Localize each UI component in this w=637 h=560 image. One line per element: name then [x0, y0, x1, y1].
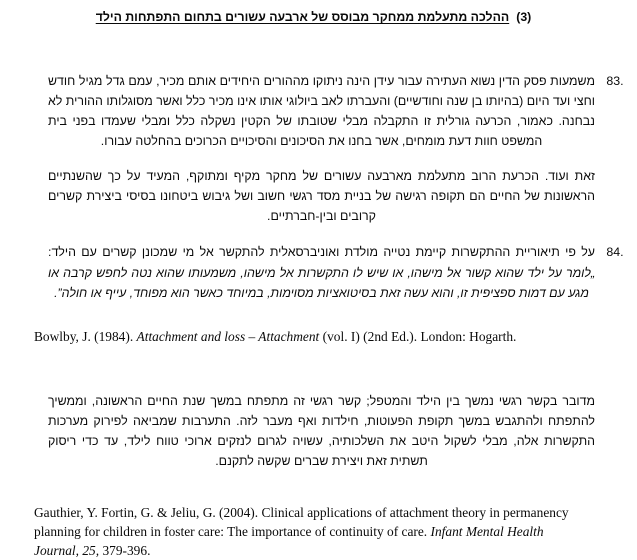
reference-bowlby-rest: (vol. I) (2nd Ed.). London: Hogarth.: [319, 328, 517, 344]
reference-gauthier: [0, 503, 637, 560]
reference-bowlby-authors: Bowlby, J. (1984).: [34, 328, 137, 344]
paragraph-gauthier-summary: [0, 391, 637, 471]
document-page: [0, 10, 637, 559]
spacer: [0, 25, 637, 55]
paragraph-gauthier-summary-text: מדובר בקשר רגשי נמשך בין הילד והמטפל; קשר רגשי זה מתפתח במשך שנת החיים הראשונה, וממשיך להתפתח ולהתגבש במשך תקופת הפעוטות, חילדות ואף מעבר לזה. התערבות שמביאה לפירוק מערכות התקשרות אלה, מבלי לשקול היטב את השלכותיה, עשויה לגרום לנזקים ארוכי טווח לילד, עד כדי ריסוק תשתית זאת ויצירת שברים שקשה לתקנם.: [48, 393, 595, 468]
spacer: [0, 471, 637, 487]
reference-gauthier-part2: 379-396.: [99, 543, 151, 559]
clause-84-number: 84.: [606, 245, 624, 260]
clause-84-lead-text: על פי תיאוריית ההתקשרות קיימת נטייה מולדת ואוניברסאלית להתקשר אל מי שמכונן קשרים עם הילד:: [48, 245, 595, 260]
section-heading-text: ההלכה מתעלמת ממחקר מבוסס של ארבעה עשורים בתחום התפתחות הילד: [95, 10, 510, 24]
reference-bowlby: [0, 327, 637, 346]
spacer: [0, 346, 637, 376]
clause-83-number: 83.: [606, 73, 624, 88]
reference-gauthier-journal: Infant Mental Health Journal, 25,: [34, 524, 544, 559]
section-heading: [0, 10, 637, 25]
section-heading-number: (3): [516, 10, 532, 24]
clause-84-quotation: „לומר על ילד שהוא קשור אל מישהו, או שיש לו התקשרות אל מישהו, משמעותו שהוא נטה לחפש קרבה או מגע עם דמות ספציפית זו, והוא עשה זאת בסיטואציות מסוימות, במיוחד כאשר הוא מפוחד, עייף או חולה”.: [48, 265, 595, 300]
paragraph-zot-veod: [0, 166, 637, 226]
clause-83: [0, 71, 637, 151]
reference-bowlby-title: Attachment and loss – Attachment: [136, 328, 320, 344]
clause-84-body: [48, 242, 595, 302]
spacer: [0, 303, 637, 311]
reference-gauthier-part1: Gauthier, Y. Fortin, G. & Jeliu, G. (2004). Clinical applications of attachment theory in permanency planning for children in foster care: The importance of continuity of care.: [34, 505, 569, 540]
clause-84: [0, 242, 637, 302]
clause-83-text: משמעות פסק הדין נשוא העתירה עבור עידן הינה ניתוקו מההורים היחידים אותם מכיר, עמם גדל מגיל חודש וחצי ועד היום (בהיותו בן שנה וחודשיים) והעברתו לאב ביולוגי אותו אינו מכיר כלל ואשר מסוגלותו ההורית לא נבחנה. כאמור, הכרעה גורלית זו התקבלה מבלי שטובתו של הקטין נשקלה כלל ומבלי שעמדו בפני בית המשפט חוות דעת מומחים, אשר בחנו את הסיכונים והסיכויים הכרוכים בהחלטה עבורו.: [48, 73, 595, 149]
paragraph-zot-veod-text: זאת ועוד. הכרעת הרוב מתעלמת מארבעה עשורים של מחקר מקיף ומתוקף, המעיד על כך שהשנתיים הראשונות של החיים הם תקופה רגישה של בניית מסד רגשי חשוב ושל גיבוש ביטחונו בסיסי ביצירת קשרים קרובים ובין-חברתיים.: [48, 169, 595, 224]
